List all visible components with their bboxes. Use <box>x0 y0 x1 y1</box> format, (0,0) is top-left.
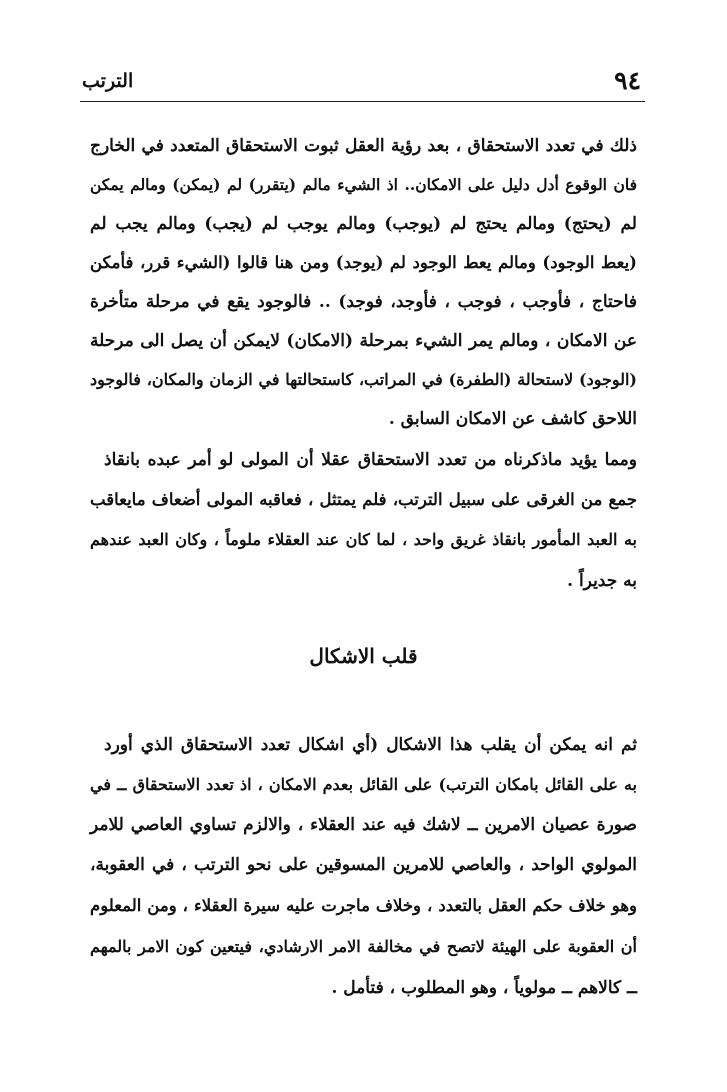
text-line: به العبد المأمور بانقاذ غريق واحد ، لما كان عند العقلاء ملوماً ، وكان العبد عندهم <box>90 530 637 549</box>
text-line: جمع من الغرقى على سبيل الترتب، فلم يمتثل ، فعاقبه المولى أضعاف مايعاقب <box>90 490 637 509</box>
text-line: ومما يؤيد ماذكرناه من تعدد الاستحقاق عقلا أن المولى لو أمر عبده بانقاذ <box>104 450 637 470</box>
text-line: (يعط الوجود) ومالم يعط الوجود لم (يوجد) ومن هنا قالوا (الشيء قرر، فأمكن <box>90 253 637 272</box>
text-line: ذلك في تعدد الاستحقاق ، بعد رؤية العقل ثبوت الاستحقاق المتعدد في الخارج <box>90 136 637 156</box>
text-line: لم (يحتج) ومالم يحتج لم (يوجب) ومالم يوجب لم (يجب) ومالم يجب لم <box>90 214 637 234</box>
text-line: ــ كالاهم ــ مولوياً ، وهو المطلوب ، فتأمل . <box>331 978 637 998</box>
page-header <box>80 66 645 98</box>
section-title: قلب الاشكال <box>309 644 418 668</box>
page-number: ٩٤ <box>614 66 641 95</box>
text-line: به جديراً . <box>567 571 637 591</box>
text-line: (الوجود) لاستحالة (الطفرة) في المراتب، كاستحالتها في الزمان والمكان، فالوجود <box>90 370 638 389</box>
text-line: فاحتاج ، فأوجب ، فوجب ، فأوجد، فوجد) .. فالوجود يقع في مرحلة متأخرة <box>90 292 637 312</box>
text-line: صورة عصيان الامرين ــ لاشك فيه عند العقلاء ، والالزم تساوي العاصي للامر <box>90 815 637 835</box>
text-line: عن الامكان ، ومالم يمر الشيء بمرحلة (الامكان) لايمكن أن يصل الى مرحلة <box>90 331 637 351</box>
text-line: وهو خلاف حكم العقل بالتعدد ، وخلاف ماجرت عليه سيرة العقلاء ، ومن المعلوم <box>90 896 637 915</box>
text-line: ثم انه يمكن أن يقلب هذا الاشكال (أي اشكال تعدد الاستحقاق الذي أورد <box>104 735 637 755</box>
text-line: اللاحق كاشف عن الامكان السابق . <box>388 409 637 429</box>
text-line: أن العقوبة على الهيئة لاتصح في مخالفة الامر الارشادي، فيتعين كون الامر بالمهم <box>90 937 637 956</box>
header-divider <box>80 101 645 102</box>
running-title: الترتب <box>82 70 134 92</box>
text-line: به على القائل بامكان الترتب) على القائل بعدم الامكان ، اذ تعدد الاستحقاق ــ في <box>90 775 637 794</box>
text-line: المولوي الواحد ، والعاصي للامرين المسوقين على نحو الترتب ، في العقوبة، <box>90 855 637 875</box>
text-line: فان الوقوع أدل دليل على الامكان.. اذ الشيء مالم (يتقرر) لم (يمكن) ومالم يمكن <box>90 175 637 194</box>
